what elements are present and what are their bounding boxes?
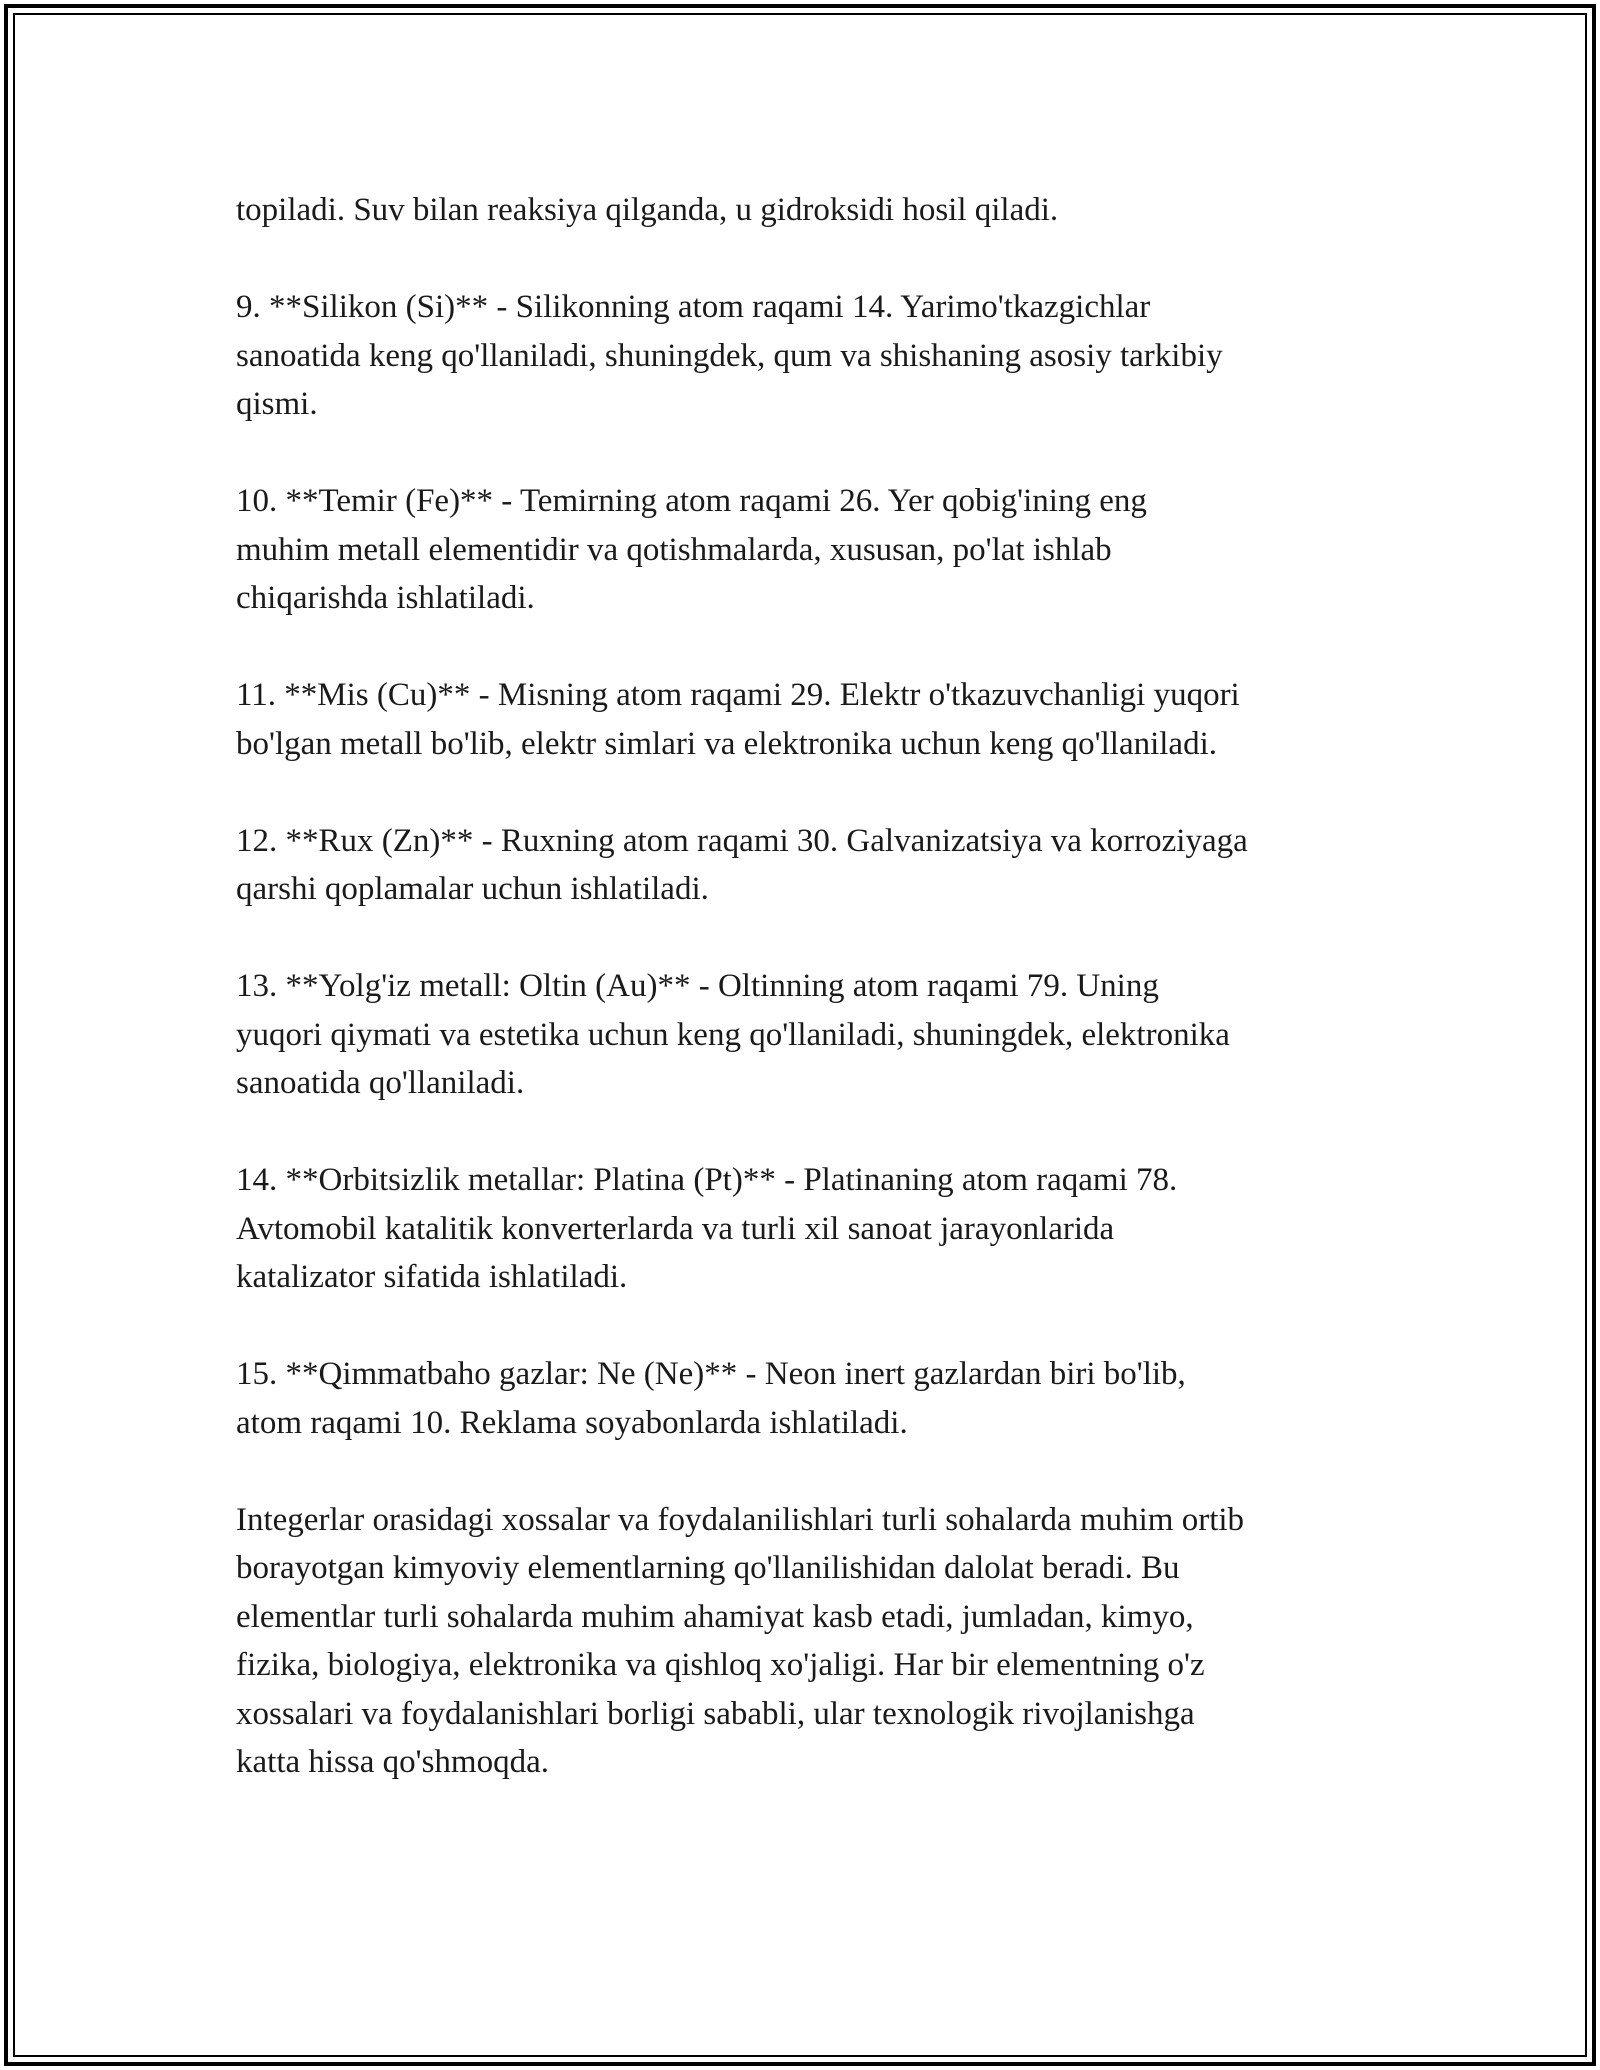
list-item-neon: 15. **Qimmatbaho gazlar: Ne (Ne)** - Neon inert gazlardan biri bo'lib, atom raqami 10. Reklama soyabonlarda ishlatiladi.: [236, 1356, 1186, 1441]
document-body: [236, 186, 1366, 1787]
conclusion-paragraph: Integerlar orasidagi xossalar va foydalanilishlari turli sohalarda muhim ortib borayotgan kimyoviy elementlarning qo'llanilishidan dalolat beradi. Bu elementlar turli sohalarda muhim ahamiyat kasb etadi, jumladan, kimyo, fizika, biologiya, elektronika va qishloq xo'jaligi. Har bir elementning o'z xossalari va foydalanishlari borligi sababli, ular texnologik rivojlanishga katta hissa qo'shmoqda.: [236, 1501, 1245, 1780]
list-item-platinum: 14. **Orbitsizlik metallar: Platina (Pt)** - Platinaning atom raqami 78. Avtomobil katalitik konverterlarda va turli xil sanoat jarayonlarida katalizator sifatida ishlatiladi.: [236, 1162, 1178, 1295]
list-item-zinc: 12. **Rux (Zn)** - Ruxning atom raqami 30. Galvanizatsiya va korroziyaga qarshi qoplamalar uchun ishlatiladi.: [236, 822, 1248, 907]
list-item-gold: 13. **Yolg'iz metall: Oltin (Au)** - Oltinning atom raqami 79. Uning yuqori qiymati va estetika uchun keng qo'llaniladi, shuningdek, elektronika sanoatida qo'llaniladi.: [236, 968, 1230, 1101]
list-item-silicon: 9. **Silikon (Si)** - Silikonning atom raqami 14. Yarimo'tkazgichlar sanoatida keng qo'llaniladi, shuningdek, qum va shishaning asosiy tarkibiy qismi.: [236, 289, 1223, 422]
paragraph-sodium-continuation: topiladi. Suv bilan reaksiya qilganda, u gidroksidi hosil qiladi.: [236, 192, 1059, 228]
list-item-copper: 11. **Mis (Cu)** - Misning atom raqami 29. Elektr o'tkazuvchanligi yuqori bo'lgan metall bo'lib, elektr simlari va elektronika uchun keng qo'llaniladi.: [236, 677, 1240, 762]
list-item-iron: 10. **Temir (Fe)** - Temirning atom raqami 26. Yer qobig'ining eng muhim metall elementidir va qotishmalarda, xususan, po'lat ishlab chiqarishda ishlatiladi.: [236, 483, 1147, 616]
